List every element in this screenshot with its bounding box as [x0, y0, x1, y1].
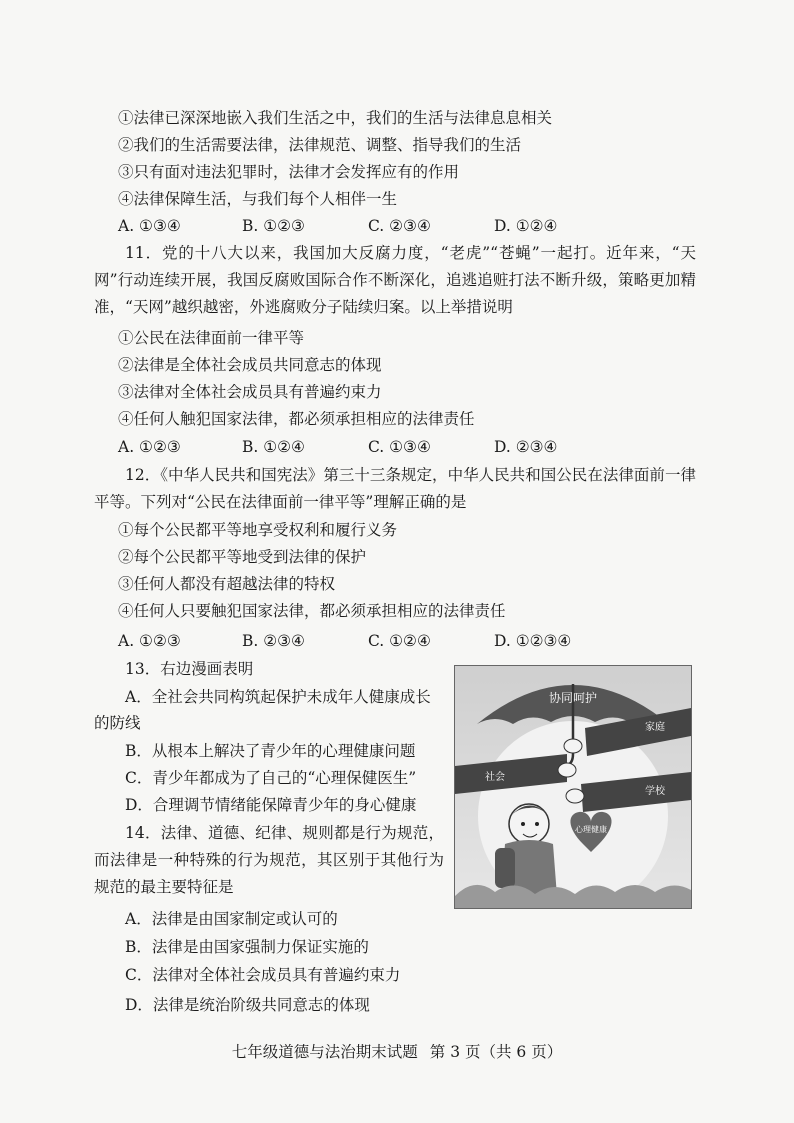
- hand-icon-2: [558, 763, 576, 777]
- page-footer: [0, 1040, 794, 1064]
- band-family-label: 家庭: [645, 722, 665, 733]
- q13-option-a-cont: 的防线: [94, 714, 141, 732]
- backpack-icon: [495, 848, 515, 888]
- q14-option-d[interactable]: D．法律是统治阶级共同意志的体现: [125, 996, 370, 1014]
- hand-icon-3: [566, 789, 584, 803]
- cartoon-illustration: [455, 666, 691, 908]
- q14-option-c[interactable]: C．法律对全体社会成员具有普遍约束力: [125, 966, 401, 984]
- q12-item-4: ④任何人只要触犯国家法律，都必须承担相应的法律责任: [118, 602, 506, 620]
- q13-stem: 13．右边漫画表明: [125, 660, 254, 678]
- footer-page-number: 第 3 页（共 6 页）: [429, 1043, 563, 1061]
- q11-option-c[interactable]: C. ①③④: [368, 438, 431, 456]
- q10-option-b[interactable]: B. ①②③: [242, 217, 305, 235]
- q11-option-d[interactable]: D. ②③④: [494, 438, 558, 456]
- heart-label: 心理健康: [575, 825, 607, 834]
- band-society-label: 社会: [485, 772, 505, 783]
- umbrella-label: 协同呵护: [548, 691, 598, 705]
- band-school-label: 学校: [645, 786, 665, 797]
- q13-option-a[interactable]: A．全社会共同构筑起保护未成年人健康成长: [125, 688, 431, 706]
- q11-item-1: ①公民在法律面前一律平等: [118, 329, 305, 347]
- q11-item-2: ②法律是全体社会成员共同意志的体现: [118, 356, 382, 374]
- child-head-icon: [509, 804, 549, 844]
- q13-option-c[interactable]: C．青少年都成为了自己的“心理保健医生”: [125, 769, 417, 787]
- q12-option-c[interactable]: C. ①②④: [368, 632, 431, 650]
- q11-item-4: ④任何人触犯国家法律，都必须承担相应的法律责任: [118, 410, 475, 428]
- q13-option-b[interactable]: B．从根本上解决了青少年的心理健康问题: [125, 742, 416, 760]
- q14-option-a[interactable]: A．法律是由国家制定或认可的: [125, 910, 338, 928]
- q10-option-a[interactable]: A. ①③④: [118, 217, 181, 235]
- q14-option-b[interactable]: B．法律是由国家强制力保证实施的: [125, 938, 369, 956]
- q10-options: [118, 214, 557, 238]
- q10-item-2: ②我们的生活需要法律，法律规范、调整、指导我们的生活: [118, 136, 522, 154]
- q12-option-d[interactable]: D. ①②③④: [494, 632, 572, 650]
- q12-stem: 12．《中华人民共和国宪法》第三十三条规定，中华人民共和国公民在法律面前一律平等。下列对“公民在法律面前一律平等”理解正确的是: [94, 466, 696, 512]
- q10-option-c[interactable]: C. ②③④: [368, 217, 431, 235]
- q12-option-b[interactable]: B. ②③④: [242, 632, 305, 650]
- q10-item-3: ③只有面对违法犯罪时，法律才会发挥应有的作用: [118, 163, 460, 181]
- q13-option-d[interactable]: D．合理调节情绪能保障青少年的身心健康: [125, 796, 417, 814]
- q12-item-1: ①每个公民都平等地享受权利和履行义务: [118, 521, 398, 539]
- q12-options: [118, 629, 571, 653]
- q10-item-1: ①法律已深深地嵌入我们生活之中，我们的生活与法律息息相关: [118, 109, 553, 127]
- q11-option-a[interactable]: A. ①②③: [118, 438, 181, 456]
- q11-item-3: ③法律对全体社会成员具有普遍约束力: [118, 383, 382, 401]
- q10-item-4: ④法律保障生活，与我们每个人相伴一生: [118, 190, 398, 208]
- footer-title: 七年级道德与法治期末试题: [231, 1043, 418, 1061]
- q11-options: [118, 435, 557, 459]
- q12-item-2: ②每个公民都平等地受到法律的保护: [118, 548, 367, 566]
- hand-icon-1: [564, 739, 582, 753]
- q11-option-b[interactable]: B. ①②④: [242, 438, 305, 456]
- q11-stem: 11．党的十八大以来，我国加大反腐力度，“老虎”“苍蝇”一起打。近年来，“天网”行动连续开展，我国反腐败国际合作不断深化，追逃追赃打法不断升级，策略更加精准，“天网”越织越密，外逃腐败分子陆续归案。以上举措说明: [94, 244, 696, 317]
- q12-item-3: ③任何人都没有超越法律的特权: [118, 575, 336, 593]
- q13-cartoon: [454, 665, 692, 909]
- q10-option-d[interactable]: D. ①②④: [494, 217, 558, 235]
- q12-option-a[interactable]: A. ①②③: [118, 632, 181, 650]
- q14-stem: 14．法律、道德、纪律、规则都是行为规范，而法律是一种特殊的行为规范，其区别于其他行为规范的最主要特征是: [94, 824, 444, 897]
